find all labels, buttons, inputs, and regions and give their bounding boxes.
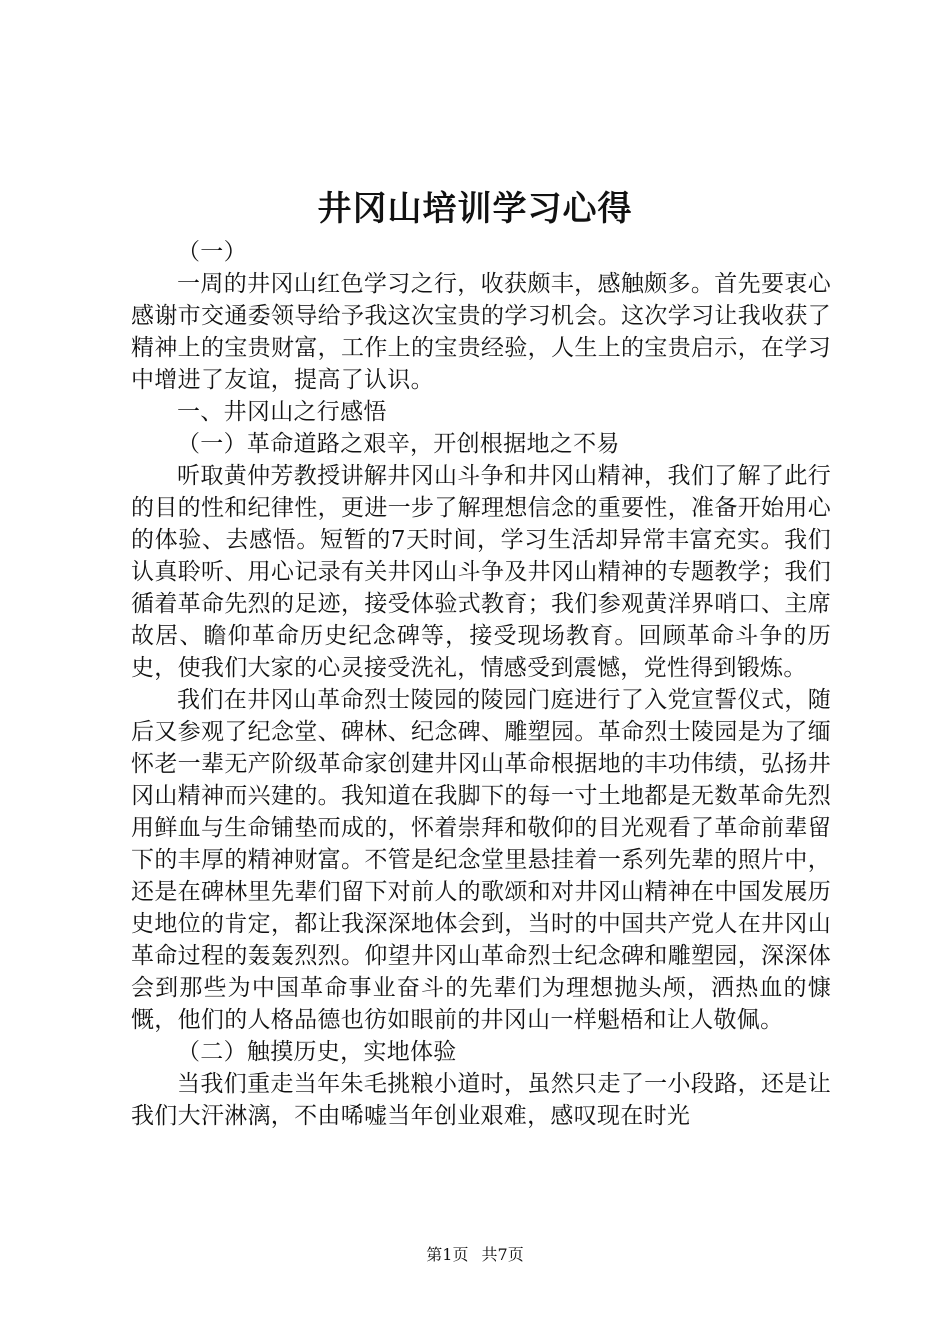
paragraph-section-marker: （一） — [177, 239, 247, 265]
paragraph-cemetery: 我们在井冈山革命烈士陵园的陵园门庭进行了入党宣誓仪式，随后又参观了纪念堂、碑林、纪念碑、雕塑园。革命烈士陵园是为了缅怀老一辈无产阶级革命家创建井冈山革命根据地的丰功伟绩，弘扬井冈山精神而兴建的。我知道在我脚下的每一寸土地都是无数革命先烈用鲜血与生命铺垫而成的，怀着崇拜和敬仰的目光观看了革命前辈留下的丰厚的精神财富。不管是纪念堂里悬挂着一系列先辈的照片中，还是在碑林里先辈们留下对前人的歌颂和对井冈山精神在中国发展历史地位的肯定，都让我深深地体会到，当时的中国共产党人在井冈山革命过程的轰轰烈烈。仰望井冈山革命烈士纪念碑和雕塑园，深深体会到那些为中国革命事业奋斗的先辈们为理想抛头颅，洒热血的慷慨，他们的人格品德也彷如眼前的井冈山一样魁梧和让人敬佩。 — [131, 687, 831, 1033]
page-total: 共7页 — [481, 1245, 524, 1264]
document-body — [131, 236, 831, 1132]
paragraph-lecture: 听取黄仲芳教授讲解井冈山斗争和井冈山精神，我们了解了此行的目的性和纪律性，更进一步了解理想信念的重要性，准备开始用心的体验、去感悟。短暂的7天时间，学习生活却异常丰富充实。我们认真聆听、用心记录有关井冈山斗争及井冈山精神的专题教学；我们循着革命先烈的足迹，接受体验式教育；我们参观黄洋界哨口、主席故居、瞻仰革命历史纪念碑等，接受现场教育。回顾革命斗争的历史，使我们大家的心灵接受洗礼，情感受到震憾，党性得到锻炼。 — [131, 463, 831, 681]
paragraph-grain-path: 当我们重走当年朱毛挑粮小道时，虽然只走了一小段路，还是让我们大汗淋漓，不由唏嘘当年创业艰难，感叹现在时光 — [131, 1071, 831, 1129]
document-title: 井冈山培训学习心得 — [317, 189, 633, 229]
page-number: 第1页 — [426, 1245, 469, 1264]
page-footer — [0, 1244, 950, 1266]
heading-subsection-1: （一）革命道路之艰辛，开创根据地之不易 — [177, 431, 620, 457]
paragraph-intro: 一周的井冈山红色学习之行，收获颇丰，感触颇多。首先要衷心感谢市交通委领导给予我这次宝贵的学习机会。这次学习让我收获了精神上的宝贵财富，工作上的宝贵经验，人生上的宝贵启示，在学习中增进了友谊，提高了认识。 — [131, 271, 831, 393]
heading-subsection-2: （二）触摸历史，实地体验 — [177, 1039, 457, 1065]
heading-section-1: 一、井冈山之行感悟 — [177, 399, 387, 425]
